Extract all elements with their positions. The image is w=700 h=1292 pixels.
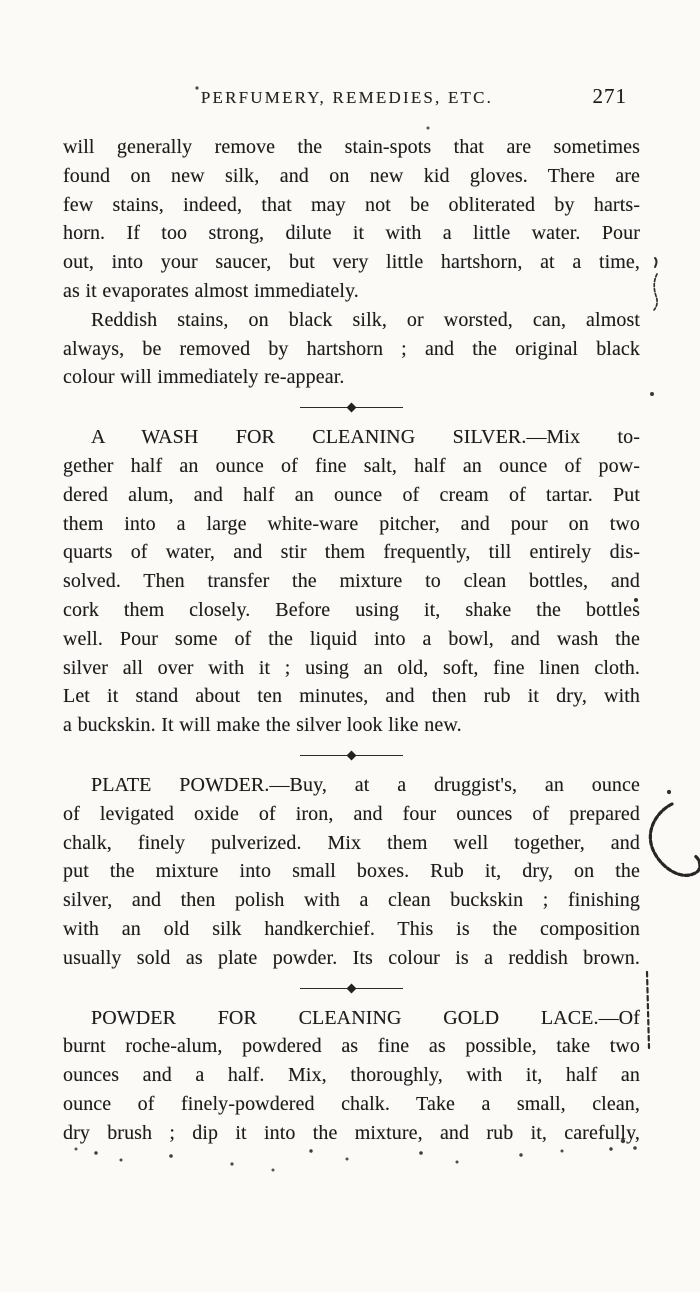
text-line: Let it stand about ten minutes, and then rub it dry, with [63,685,640,708]
page-number: 271 [592,84,627,108]
text-line: A WASH FOR CLEANING SILVER.—Mix to- [91,426,640,449]
ink-dashed-line-icon [641,966,655,1054]
text-line: will generally remove the stain-spots that are sometimes [63,136,640,158]
text-line: as it evaporates almost immediately. [63,279,359,302]
text-line: well. Pour some of the liquid into a bowl, and wash the [63,627,640,650]
text-line: gether half an ounce of fine salt, half an ounce of pow- [63,454,640,477]
text-line: chalk, finely pulverized. Mix them well together, and [63,831,640,854]
text-line: PLATE POWDER.—Buy, at a druggist's, an ounce [91,773,640,796]
text-line: out, into your saucer, but very little hartshorn, at a time, [63,251,640,274]
section-divider [63,392,640,423]
text-line: ounce of finely-powdered chalk. Take a small, clean, [63,1092,640,1115]
text-line: dry brush ; dip it into the mixture, and rub it, carefully, [63,1121,640,1144]
text-line: of levigated oxide of iron, and four ounces of prepared [63,802,640,825]
text-line: always, be removed by hartshorn ; and the original black [63,337,640,360]
page-header [63,84,640,114]
text-line: with an old silk handkerchief. This is the composition [63,917,640,940]
text-line: Reddish stains, on black silk, or worsted, can, almost [91,308,640,331]
text-line: found on new silk, and on new kid gloves. There are [63,164,640,187]
divider-diamond-icon [347,983,357,993]
text-line: them into a large white-ware pitcher, and pour on two [63,512,640,535]
text-line: cork them closely. Before using it, shake the bottles [63,598,640,621]
divider-rule-left [300,988,347,989]
divider-diamond-icon [347,750,357,760]
divider-rule-left [300,407,347,408]
divider-rule-right [356,407,403,408]
section-divider [63,973,640,1004]
text-line: silver, and then polish with a clean buckskin ; finishing [63,889,640,912]
text-line: burnt roche-alum, powdered as fine as possible, take two [63,1035,640,1058]
text-line: horn. If too strong, dilute it with a little water. Pour [63,222,640,245]
ink-bracket-squiggle-icon [646,254,666,314]
divider-rule-left [300,755,347,756]
text-line: few stains, indeed, that may not be obliterated by harts- [63,193,640,216]
text-line: ounces and a half. Mix, thoroughly, with it, half an [63,1064,640,1087]
text-line: POWDER FOR CLEANING GOLD LACE.—Of [91,1006,640,1029]
ink-scribble-hook-icon [640,782,700,897]
text-line: usually sold as plate powder. Its colour is a reddish brown. [63,946,640,969]
text-line: silver all over with it ; using an old, soft, fine linen cloth. [63,656,640,679]
ink-speckles [0,0,2,2]
text-line: a buckskin. It will make the silver look like new. [63,714,462,737]
text-line: put the mixture into small boxes. Rub it, dry, on the [63,860,640,883]
running-title: PERFUMERY, REMEDIES, ETC. [200,88,494,107]
text-block [63,133,640,1148]
text-line: dered alum, and half an ounce of cream of tartar. Put [63,483,640,506]
divider-diamond-icon [347,403,357,413]
text-line: solved. Then transfer the mixture to clean bottles, and [63,570,640,593]
section-divider [63,740,640,771]
text-line: colour will immediately re-appear. [63,366,345,389]
divider-rule-right [356,755,403,756]
divider-rule-right [356,988,403,989]
text-line: quarts of water, and stir them frequently, till entirely dis- [63,541,640,564]
